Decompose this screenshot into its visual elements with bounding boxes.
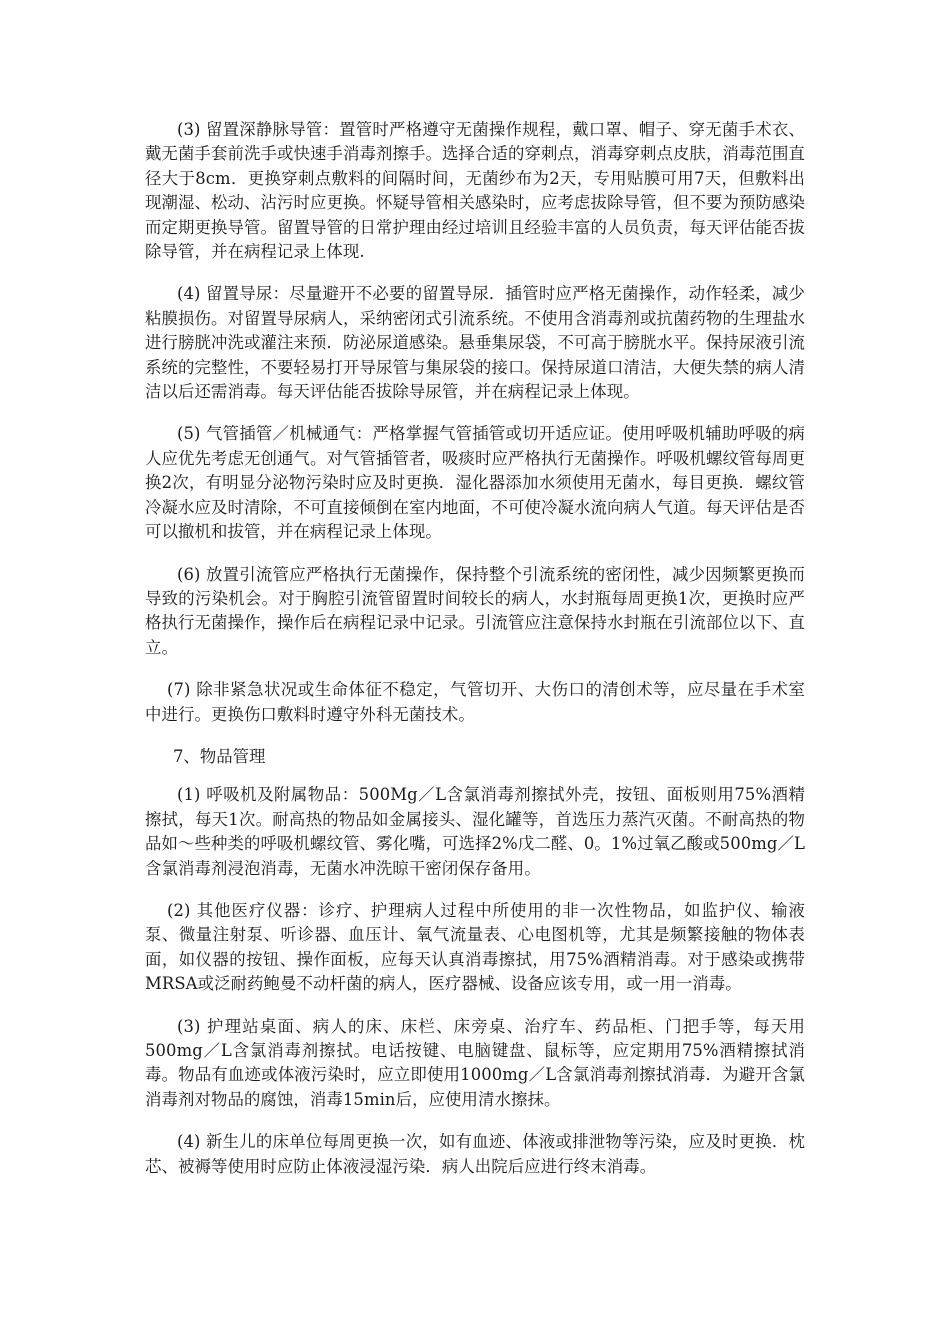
paragraph-deep-vein-catheter: (3) 留置深静脉导管：置管时严格遵守无菌操作规程，戴口罩、帽子、穿无菌手术衣、戴无菌手套前洗手或快速手消毒剂擦手。选择合适的穿刺点，消毒穿刺点皮肤，消毒范围直径大于8cm．更换穿刺点敷料的间隔时间，无菌纱布为2天，专用贴膜可用7天，但敷料出现潮湿、松动、沾污时应更换。怀疑导管相关感染时，应考虑拔除导管，但不要为预防感染而定期更换导管。留置导管的日常护理由经过培训且经验丰富的人员负责，每天评估能否拔除导管，并在病程记录上体现. [145,120,805,262]
paragraph-tracheal-intubation: (5) 气管插管／机械通气：严格掌握气管插管或切开适应证。使用呼吸机辅助呼吸的病人应优先考虑无创通气。对气管插管者，吸痰时应严格执行无菌操作。呼吸机螺纹管每周更换2次，有明显分泌物污染时应及时更换．湿化器添加水须使用无菌水，每目更换．螺纹管冷凝水应及时清除，不可直接倾倒在室内地面，不可使冷凝水流向病人气道。每天评估是否可以撤机和拔管，并在病程记录上体现。 [145,424,805,542]
document-page [145,118,805,1197]
section-heading-item-management: 7、物品管理 [173,746,266,766]
paragraph-urinary-catheter: (4) 留置导尿：尽量避开不必要的留置导尿．插管时应严格无菌操作，动作轻柔，减少粘膜损伤。对留置导尿病人，采纳密闭式引流系统。不使用含消毒剂或抗菌药物的生理盐水进行膀胱冲洗或灌注来预．防泌尿道感染。悬垂集尿袋，不可高于膀胱水平。保持尿液引流系统的完整性，不要轻易打开导尿管与集尿袋的接口。保持尿道口清洁，大便失禁的病人清洁以后还需消毒。每天评估能否拔除导尿管，并在病程记录上体现。 [145,284,805,402]
paragraph-ventilator: (1) 呼吸机及附属物品：500Mg／L含氯消毒剂擦拭外壳，按钮、面板则用75%酒精擦拭，每天1次。耐高热的物品如金属接头、湿化罐等，首选压力蒸汽灭菌。不耐高热的物品如～些种类的呼吸机螺纹管、雾化嘴，可选择2%戊二醛、0。1%过氧乙酸或500mg／L含氯消毒剂浸泡消毒，无菌水冲洗晾干密闭保存备用。 [145,785,805,878]
paragraph-medical-instruments: (2) 其他医疗仪器：诊疗、护理病人过程中所使用的非一次性物品，如监护仪、输液泵、微量注射泵、听诊器、血压计、氧气流量表、心电图机等，尤其是频繁接触的物体表面，如仪器的按钮、操作面板，应每天认真消毒擦拭，用75%酒精消毒。对于感染或携带MRSA或泛耐药鲍曼不动杆菌的病人，医疗器械、设备应该专用，或一用一消毒。 [145,900,805,994]
paragraph-nursing-station: (3) 护理站桌面、病人的床、床栏、床旁桌、治疗车、药品柜、门把手等，每天用500mg／L含氯消毒剂擦拭。电话按键、电脑键盘、鼠标等，应定期用75%酒精擦拭消毒。物品有血迹或体液污染时，应立即使用1000mg／L含氯消毒剂擦拭消毒．为避开含氯消毒剂对物品的腐蚀，消毒15min后，应使用清水擦抹。 [145,1016,805,1109]
paragraph-newborn-bed: (4) 新生儿的床单位每周更换一次，如有血迹、体液或排泄物等污染，应及时更换．枕芯、被褥等使用时应防止体液浸湿污染．病人出院后应进行终末消毒。 [145,1132,805,1176]
paragraph-drainage-tube: (6) 放置引流管应严格执行无菌操作，保持整个引流系统的密闭性，减少因频繁更换而导致的污染机会。对于胸腔引流管留置时间较长的病人，水封瓶每周更换1次，更换时应严格执行无菌操作，操作后在病程记录中记录。引流管应注意保持水封瓶在引流部位以下、直立。 [145,564,805,657]
paragraph-tracheotomy: (7) 除非紧急状况或生命体征不稳定，气管切开、大伤口的清创术等，应尽量在手术室中进行。更换伤口敷料时遵守外科无菌技术。 [145,680,805,724]
